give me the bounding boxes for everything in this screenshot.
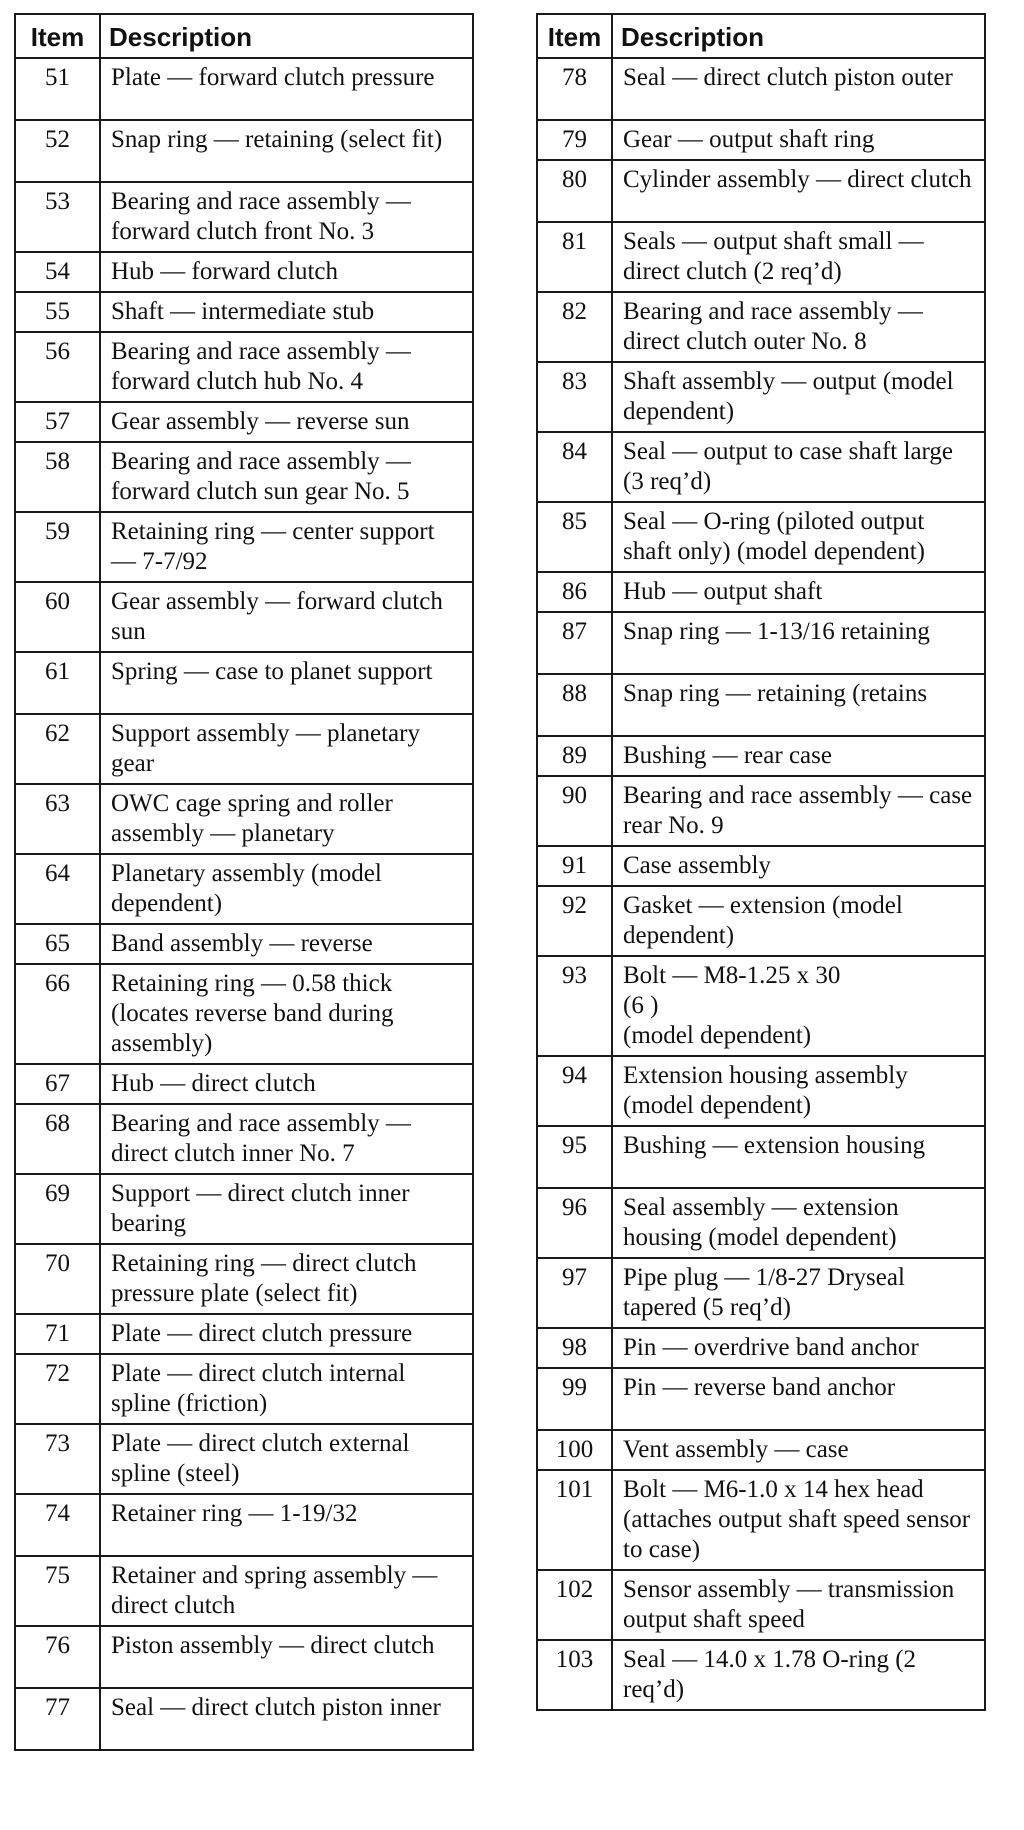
table-row <box>15 442 473 512</box>
item-description: Retaining ring — 0.58 thick (locates reverse band during assembly) <box>100 964 473 1064</box>
table-row <box>537 1188 985 1258</box>
item-number: 63 <box>15 784 100 854</box>
item-description: Bolt — M8-1.25 x 30 (6 ) (model dependent) <box>612 956 985 1056</box>
table-row <box>537 674 985 736</box>
table-row <box>537 120 985 160</box>
item-number: 99 <box>537 1368 612 1430</box>
parts-table-right <box>536 13 986 1711</box>
table-row <box>537 572 985 612</box>
item-number: 76 <box>15 1626 100 1688</box>
table-row <box>15 252 473 292</box>
item-column-header: Item <box>15 14 100 58</box>
table-row <box>15 1244 473 1314</box>
table-row <box>537 612 985 674</box>
item-description: Retaining ring — direct clutch pressure plate (select fit) <box>100 1244 473 1314</box>
item-description: Support assembly — planetary gear <box>100 714 473 784</box>
item-description: Hub — output shaft <box>612 572 985 612</box>
item-description: Case assembly <box>612 846 985 886</box>
item-number: 70 <box>15 1244 100 1314</box>
item-description: Seal — output to case shaft large (3 req’d) <box>612 432 985 502</box>
item-description: Seal assembly — extension housing (model dependent) <box>612 1188 985 1258</box>
item-number: 86 <box>537 572 612 612</box>
item-description: Cylinder assembly — direct clutch <box>612 160 985 222</box>
item-description: Sensor assembly — transmission output shaft speed <box>612 1570 985 1640</box>
item-description: Gear — output shaft ring <box>612 120 985 160</box>
item-number: 85 <box>537 502 612 572</box>
table-row <box>15 120 473 182</box>
table-row <box>15 714 473 784</box>
item-number: 77 <box>15 1688 100 1750</box>
item-number: 94 <box>537 1056 612 1126</box>
item-number: 103 <box>537 1640 612 1710</box>
table-row <box>15 652 473 714</box>
table-row <box>537 432 985 502</box>
item-description: OWC cage spring and roller assembly — planetary <box>100 784 473 854</box>
table-row <box>537 1640 985 1710</box>
header-row <box>15 14 473 58</box>
item-description: Band assembly — reverse <box>100 924 473 964</box>
item-number: 89 <box>537 736 612 776</box>
item-number: 58 <box>15 442 100 512</box>
table-row <box>15 1494 473 1556</box>
table-row <box>537 1570 985 1640</box>
table-row <box>537 222 985 292</box>
item-description: Gear assembly — reverse sun <box>100 402 473 442</box>
item-column-header: Item <box>537 14 612 58</box>
table-row <box>15 402 473 442</box>
item-number: 55 <box>15 292 100 332</box>
table-row <box>537 502 985 572</box>
item-description: Seal — direct clutch piston inner <box>100 1688 473 1750</box>
item-number: 66 <box>15 964 100 1064</box>
item-description: Pin — reverse band anchor <box>612 1368 985 1430</box>
item-number: 72 <box>15 1354 100 1424</box>
item-description: Hub — forward clutch <box>100 252 473 292</box>
item-number: 78 <box>537 58 612 120</box>
table-row <box>537 1368 985 1430</box>
item-description: Plate — forward clutch pressure <box>100 58 473 120</box>
item-number: 57 <box>15 402 100 442</box>
item-number: 93 <box>537 956 612 1056</box>
table-row <box>15 854 473 924</box>
item-description: Retainer ring — 1-19/32 <box>100 1494 473 1556</box>
item-description: Retainer and spring assembly — direct clutch <box>100 1556 473 1626</box>
table-row <box>15 1626 473 1688</box>
item-description: Pin — overdrive band anchor <box>612 1328 985 1368</box>
item-number: 87 <box>537 612 612 674</box>
table-row <box>537 160 985 222</box>
table-row <box>15 512 473 582</box>
table-row <box>15 1104 473 1174</box>
item-description: Retaining ring — center support — 7-7/92 <box>100 512 473 582</box>
item-description: Hub — direct clutch <box>100 1064 473 1104</box>
item-number: 92 <box>537 886 612 956</box>
item-number: 56 <box>15 332 100 402</box>
item-number: 90 <box>537 776 612 846</box>
item-number: 64 <box>15 854 100 924</box>
item-number: 75 <box>15 1556 100 1626</box>
table-row <box>537 1430 985 1470</box>
item-description: Extension housing assembly (model dependent) <box>612 1056 985 1126</box>
table-row <box>537 886 985 956</box>
table-row <box>15 1064 473 1104</box>
item-description: Gasket — extension (model dependent) <box>612 886 985 956</box>
item-number: 69 <box>15 1174 100 1244</box>
table-row <box>537 846 985 886</box>
table-row <box>15 182 473 252</box>
item-description: Shaft — intermediate stub <box>100 292 473 332</box>
item-number: 98 <box>537 1328 612 1368</box>
item-number: 97 <box>537 1258 612 1328</box>
item-description: Plate — direct clutch internal spline (friction) <box>100 1354 473 1424</box>
item-number: 71 <box>15 1314 100 1354</box>
item-description: Shaft assembly — output (model dependent) <box>612 362 985 432</box>
item-description: Bearing and race assembly — direct clutch outer No. 8 <box>612 292 985 362</box>
item-number: 79 <box>537 120 612 160</box>
table-row <box>15 1354 473 1424</box>
item-number: 88 <box>537 674 612 736</box>
table-row <box>15 1174 473 1244</box>
item-description: Seal — O-ring (piloted output shaft only) (model dependent) <box>612 502 985 572</box>
item-number: 80 <box>537 160 612 222</box>
item-number: 54 <box>15 252 100 292</box>
table-row <box>15 1556 473 1626</box>
item-number: 91 <box>537 846 612 886</box>
item-number: 61 <box>15 652 100 714</box>
item-description: Plate — direct clutch external spline (steel) <box>100 1424 473 1494</box>
table-row <box>537 956 985 1056</box>
table-row <box>15 582 473 652</box>
item-description: Snap ring — retaining (select fit) <box>100 120 473 182</box>
item-description: Bearing and race assembly — forward clutch sun gear No. 5 <box>100 442 473 512</box>
item-description: Bearing and race assembly — case rear No. 9 <box>612 776 985 846</box>
item-description: Gear assembly — forward clutch sun <box>100 582 473 652</box>
table-row <box>537 776 985 846</box>
item-description: Bushing — extension housing <box>612 1126 985 1188</box>
item-description: Vent assembly — case <box>612 1430 985 1470</box>
description-column-header: Description <box>100 14 473 58</box>
item-number: 51 <box>15 58 100 120</box>
table-row <box>537 362 985 432</box>
item-number: 60 <box>15 582 100 652</box>
table-row <box>537 58 985 120</box>
table-row <box>537 1328 985 1368</box>
table-row <box>537 292 985 362</box>
item-description: Bushing — rear case <box>612 736 985 776</box>
item-number: 96 <box>537 1188 612 1258</box>
item-number: 74 <box>15 1494 100 1556</box>
table-row <box>537 1470 985 1570</box>
item-description: Seal — direct clutch piston outer <box>612 58 985 120</box>
item-number: 95 <box>537 1126 612 1188</box>
table-row <box>537 1126 985 1188</box>
item-description: Bearing and race assembly — forward clutch front No. 3 <box>100 182 473 252</box>
item-number: 81 <box>537 222 612 292</box>
parts-table-left <box>14 13 474 1751</box>
item-description: Spring — case to planet support <box>100 652 473 714</box>
item-description: Snap ring — 1-13/16 retaining <box>612 612 985 674</box>
item-description: Seal — 14.0 x 1.78 O-ring (2 req’d) <box>612 1640 985 1710</box>
item-number: 84 <box>537 432 612 502</box>
header-row <box>537 14 985 58</box>
table-row <box>15 964 473 1064</box>
item-number: 73 <box>15 1424 100 1494</box>
item-number: 100 <box>537 1430 612 1470</box>
item-number: 67 <box>15 1064 100 1104</box>
table-row <box>15 1424 473 1494</box>
item-number: 82 <box>537 292 612 362</box>
item-number: 52 <box>15 120 100 182</box>
item-description: Bearing and race assembly — forward clutch hub No. 4 <box>100 332 473 402</box>
item-number: 102 <box>537 1570 612 1640</box>
item-description: Planetary assembly (model dependent) <box>100 854 473 924</box>
item-number: 53 <box>15 182 100 252</box>
table-row <box>15 784 473 854</box>
item-description: Support — direct clutch inner bearing <box>100 1174 473 1244</box>
table-row <box>537 736 985 776</box>
table-row <box>537 1258 985 1328</box>
item-number: 62 <box>15 714 100 784</box>
table-row <box>15 292 473 332</box>
table-row <box>15 58 473 120</box>
table-row <box>15 924 473 964</box>
table-row <box>15 1688 473 1750</box>
table-row <box>15 332 473 402</box>
table-row <box>15 1314 473 1354</box>
item-number: 101 <box>537 1470 612 1570</box>
item-number: 65 <box>15 924 100 964</box>
item-number: 59 <box>15 512 100 582</box>
item-description: Plate — direct clutch pressure <box>100 1314 473 1354</box>
item-description: Bearing and race assembly — direct clutch inner No. 7 <box>100 1104 473 1174</box>
item-number: 68 <box>15 1104 100 1174</box>
table-row <box>537 1056 985 1126</box>
description-column-header: Description <box>612 14 985 58</box>
item-description: Piston assembly — direct clutch <box>100 1626 473 1688</box>
item-description: Bolt — M6-1.0 x 14 hex head (attaches output shaft speed sensor to case) <box>612 1470 985 1570</box>
item-description: Seals — output shaft small — direct clutch (2 req’d) <box>612 222 985 292</box>
item-description: Snap ring — retaining (retains <box>612 674 985 736</box>
item-description: Pipe plug — 1/8-27 Dryseal tapered (5 req’d) <box>612 1258 985 1328</box>
item-number: 83 <box>537 362 612 432</box>
